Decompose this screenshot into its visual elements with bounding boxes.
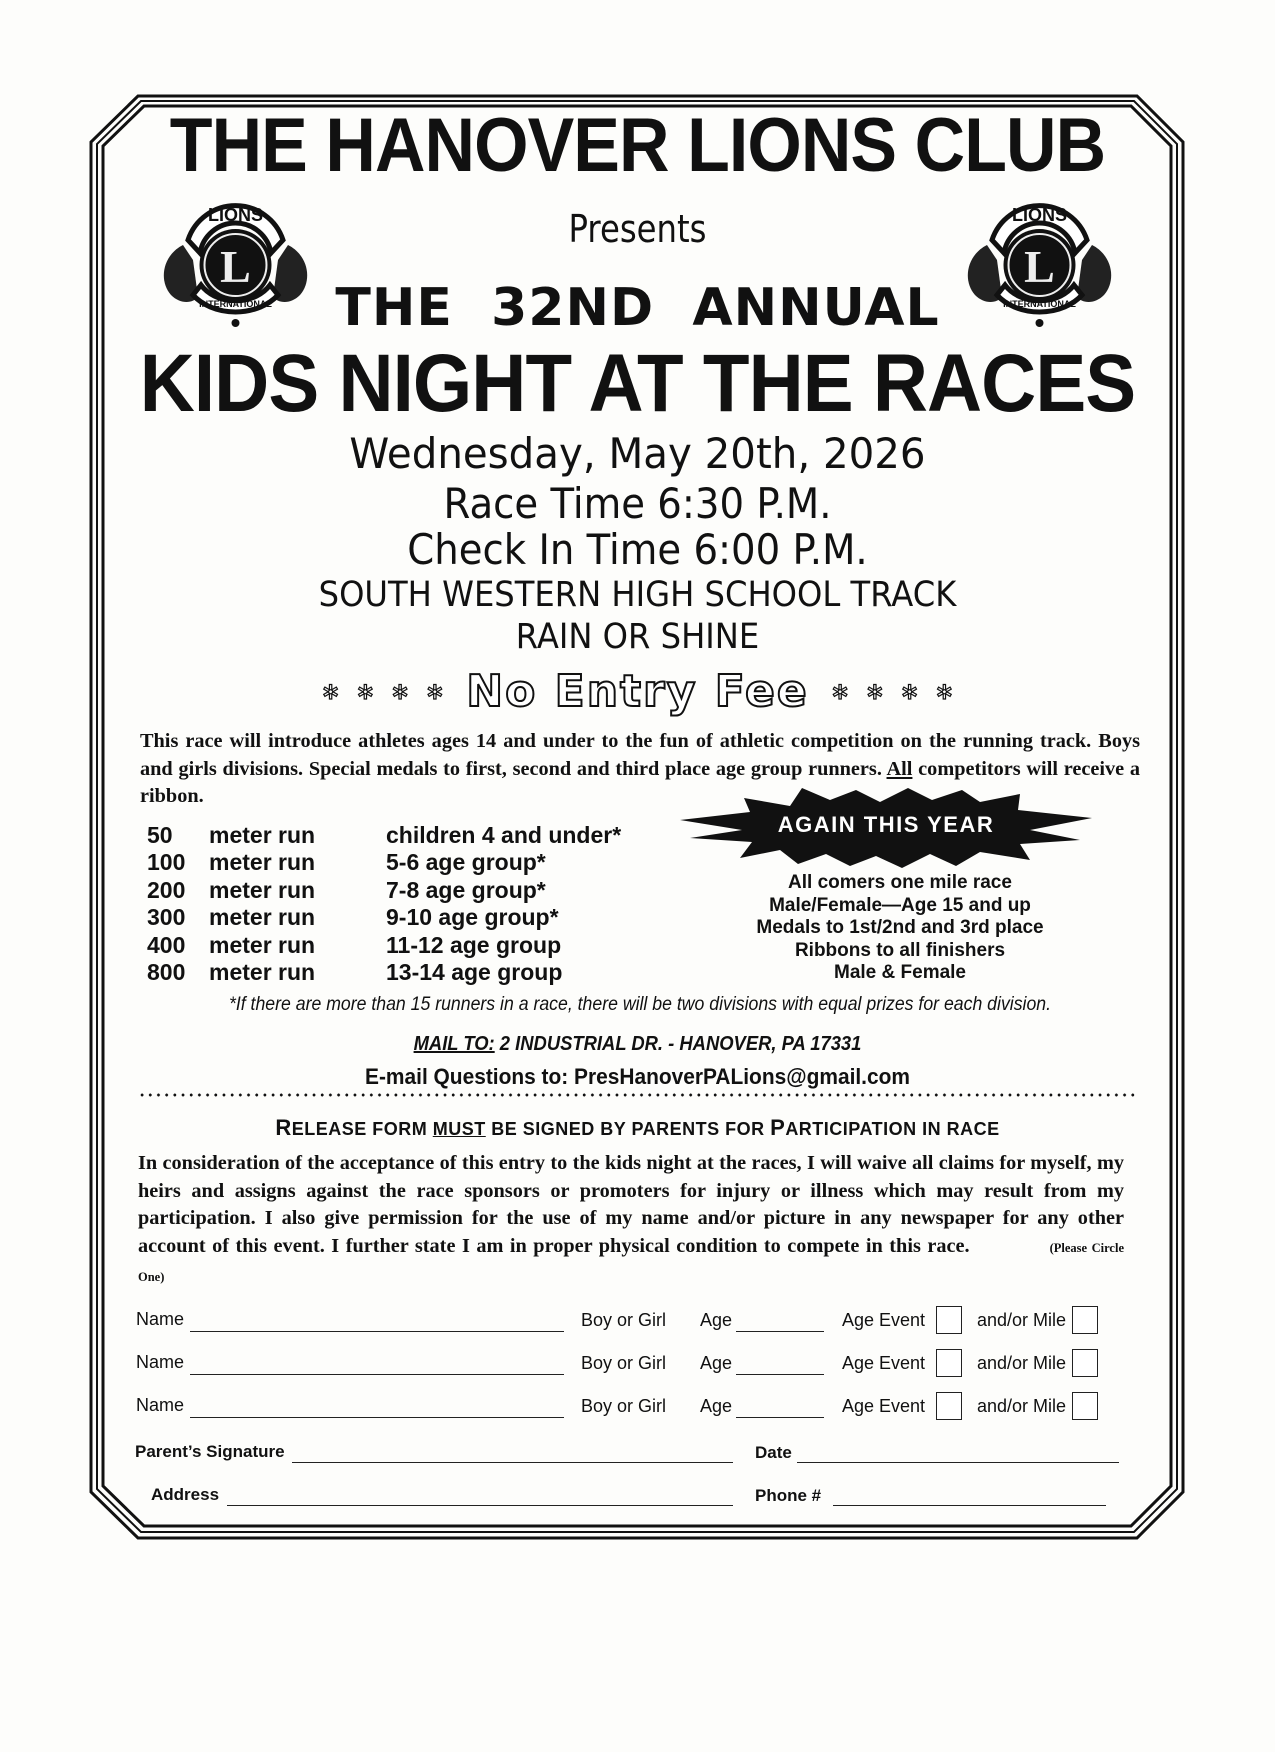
- release-heading-part: ARTICIPATION IN RACE: [785, 1119, 1000, 1139]
- event-distance: 50: [147, 822, 173, 848]
- name-label: Name: [136, 1309, 185, 1329]
- mile-race-line: Male & Female: [834, 962, 966, 983]
- no-entry-fee-banner: [0, 666, 1275, 717]
- event-distance: 200: [147, 876, 186, 903]
- event-row: [147, 822, 621, 849]
- intro-text-lead: This race will introduce athletes ages 14 and under to the fun of athletic competition on the running track. Boys and girls divisions. Special medals to first, second and third place age group runners.: [140, 730, 1140, 780]
- event-row: [147, 959, 621, 986]
- event-distance: 100: [147, 849, 186, 876]
- signature-field[interactable]: [292, 1462, 733, 1463]
- mile-label: and/or Mile: [977, 1396, 1067, 1416]
- email-contact: E-mail Questions to: PresHanoverPALions@gmail.com: [365, 1064, 910, 1089]
- event-unit: meter run: [209, 876, 316, 903]
- svg-text:INTERNATIONAL: INTERNATIONAL: [199, 299, 272, 309]
- division-footnote: *If there are more than 15 runners in a race, there will be two divisions with equal prizes for each division.: [228, 994, 1052, 1015]
- gender-label[interactable]: Boy or Girl: [581, 1310, 667, 1330]
- age-event-label: Age Event: [842, 1396, 926, 1416]
- event-date: Wednesday, May 20th, 2026: [349, 429, 926, 478]
- event-group: 13-14 age group: [386, 959, 563, 986]
- events-table: [147, 822, 621, 986]
- release-waiver-text: [138, 1150, 1124, 1292]
- event-unit: meter run: [209, 904, 316, 931]
- address-label: Address: [151, 1485, 220, 1504]
- dotted-divider: [138, 1092, 1138, 1098]
- entry-row-1: [136, 1309, 1136, 1339]
- mail-to-label: MAIL TO:: [413, 1033, 495, 1055]
- age-event-label: Age Event: [842, 1310, 926, 1330]
- release-heading-part: BE SIGNED BY PARENTS FOR: [485, 1119, 771, 1139]
- svg-text:L: L: [1024, 241, 1055, 292]
- event-unit: meter run: [209, 931, 316, 958]
- mile-label: and/or Mile: [977, 1353, 1067, 1373]
- age-label: Age: [700, 1353, 733, 1373]
- event-unit: meter run: [209, 822, 316, 848]
- release-heading-part: R: [275, 1115, 292, 1140]
- no-entry-fee-label: No Entry Fee: [466, 666, 809, 717]
- star-icon: ✲: [356, 680, 374, 704]
- age-field[interactable]: [736, 1331, 824, 1332]
- address-field[interactable]: [227, 1505, 733, 1506]
- age-label: Age: [700, 1310, 733, 1330]
- again-this-year-label: AGAIN THIS YEAR: [777, 812, 995, 837]
- org-title: THE HANOVER LIONS CLUB: [169, 103, 1106, 188]
- intro-emphasis: All: [886, 757, 913, 780]
- gender-label[interactable]: Boy or Girl: [581, 1353, 667, 1373]
- star-icon: ✲: [831, 680, 849, 704]
- svg-text:L: L: [220, 241, 251, 292]
- phone-label: Phone #: [755, 1486, 822, 1505]
- venue: SOUTH WESTERN HIGH SCHOOL TRACK: [318, 575, 957, 615]
- mail-to-address: [51, 1033, 1224, 1056]
- gender-label[interactable]: Boy or Girl: [581, 1396, 667, 1416]
- release-heading: [0, 1115, 1275, 1141]
- age-field[interactable]: [736, 1417, 824, 1418]
- release-heading-emphasis: MUST: [432, 1119, 486, 1139]
- event-row: [147, 904, 621, 931]
- event-distance: 300: [147, 904, 186, 931]
- entry-row-2: [136, 1352, 1136, 1382]
- presents-label: Presents: [568, 207, 707, 251]
- name-field[interactable]: [190, 1374, 564, 1375]
- age-event-checkbox[interactable]: [936, 1306, 962, 1334]
- mile-label: and/or Mile: [977, 1310, 1067, 1330]
- svg-text:INTERNATIONAL: INTERNATIONAL: [1003, 299, 1076, 309]
- mile-checkbox[interactable]: [1072, 1349, 1098, 1377]
- name-field[interactable]: [190, 1331, 564, 1332]
- star-icon: ✲: [936, 680, 953, 704]
- date-field[interactable]: [797, 1462, 1119, 1463]
- star-icon: ✲: [426, 680, 444, 704]
- event-row: [147, 932, 621, 959]
- age-field[interactable]: [736, 1374, 824, 1375]
- name-label: Name: [136, 1395, 185, 1415]
- signature-label: Parent’s Signature: [135, 1442, 285, 1461]
- event-group: 5-6 age group*: [386, 849, 546, 876]
- mile-checkbox[interactable]: [1072, 1392, 1098, 1420]
- weather-note: RAIN OR SHINE: [515, 617, 760, 657]
- circle-one-note: (Please Circle One): [138, 1240, 1125, 1284]
- star-icon: ✲: [866, 680, 884, 704]
- event-unit: meter run: [209, 849, 316, 876]
- name-label: Name: [136, 1352, 185, 1372]
- mile-race-info: [700, 872, 1100, 985]
- mile-race-line: All comers one mile race: [788, 872, 1012, 893]
- star-icon: ✲: [322, 680, 339, 704]
- event-unit: meter run: [209, 959, 316, 986]
- mile-race-line: Medals to 1st/2nd and 3rd place: [756, 917, 1044, 938]
- svg-text:LIONS: LIONS: [207, 205, 264, 225]
- name-field[interactable]: [190, 1417, 564, 1418]
- date-label: Date: [755, 1443, 792, 1462]
- intro-text-tail: competitors will receive a ribbon.: [140, 757, 1140, 807]
- entry-row-3: [136, 1395, 1136, 1425]
- event-group: 11-12 age group: [386, 931, 562, 958]
- phone-field[interactable]: [833, 1505, 1106, 1506]
- event-distance: 800: [147, 959, 186, 986]
- age-event-checkbox[interactable]: [936, 1392, 962, 1420]
- age-event-checkbox[interactable]: [936, 1349, 962, 1377]
- mile-checkbox[interactable]: [1072, 1306, 1098, 1334]
- annual-edition: THE 32ND ANNUAL: [335, 278, 940, 338]
- event-row: [147, 877, 621, 904]
- age-label: Age: [700, 1396, 733, 1416]
- star-icon: ✲: [391, 680, 409, 704]
- mile-race-line: Male/Female—Age 15 and up: [769, 894, 1031, 916]
- release-heading-part: P: [770, 1115, 786, 1140]
- event-group: 7-8 age group*: [386, 876, 546, 903]
- star-icon: ✲: [901, 680, 919, 704]
- check-in-time: Check In Time 6:00 P.M.: [407, 525, 868, 574]
- event-group: 9-10 age group*: [386, 904, 559, 931]
- svg-text:LIONS: LIONS: [1011, 205, 1068, 225]
- mile-race-line: Ribbons to all finishers: [794, 939, 1006, 961]
- event-group: children 4 and under*: [386, 822, 622, 848]
- waiver-body: In consideration of the acceptance of this entry to the kids night at the races, I will waive all claims for myself, my heirs and assigns against the race sponsors or promoters for injury or illness which may result from my participation. I also give permission for the use of my name and/or picture in any newspaper for any other account of this event. I further state I am in proper physical condition to compete in this race.: [138, 1152, 1124, 1257]
- event-row: [147, 849, 621, 876]
- release-heading-part: ELEASE FORM: [291, 1119, 433, 1139]
- race-time: Race Time 6:30 P.M.: [443, 479, 832, 528]
- mail-address: 2 INDUSTRIAL DR. - HANOVER, PA 17331: [494, 1033, 862, 1055]
- event-distance: 400: [147, 931, 186, 958]
- age-event-label: Age Event: [842, 1353, 926, 1373]
- event-title: KIDS NIGHT AT THE RACES: [139, 338, 1136, 429]
